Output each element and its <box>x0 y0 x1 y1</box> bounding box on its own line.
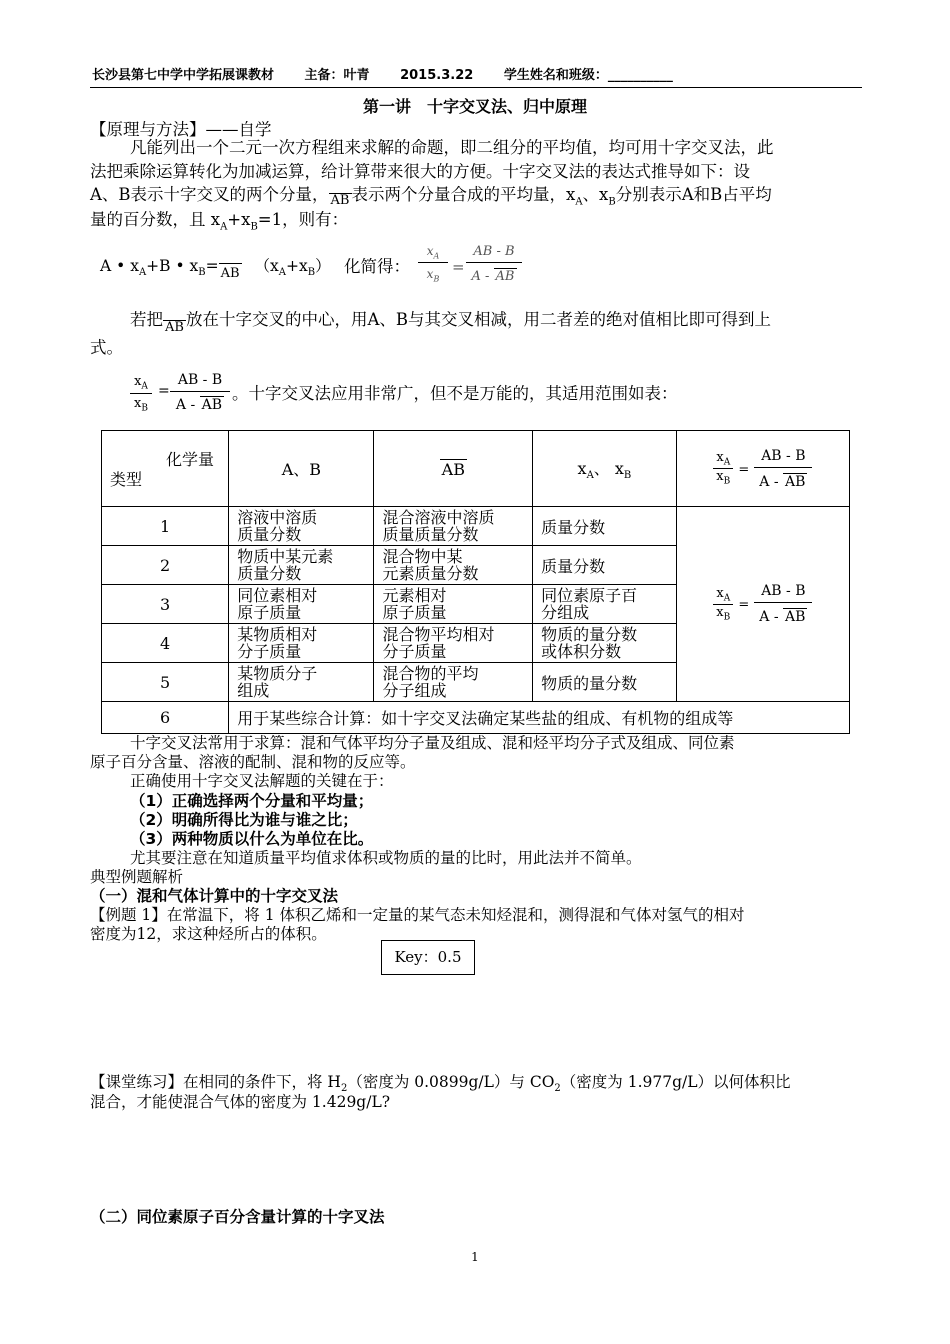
header-editor: 主备：叶青 <box>304 68 370 83</box>
key-point-2: （2）明确所得比为谁与谁之比； <box>130 811 358 829</box>
section-1-title: （一）混和气体计算中的十字交叉法 <box>90 887 339 905</box>
table-row: 4 某物质相对 分子质量 混合物平均相对 分子质量 物质的量分数 或体积分数 <box>102 624 850 663</box>
table-header-type: 化学量 类型 <box>102 431 229 507</box>
page-title: 第一讲 十字交叉法、归中原理 <box>362 97 587 116</box>
frac2-eq: = <box>158 383 170 399</box>
center-line-2: 式。 <box>90 338 123 357</box>
table-row: 5 某物质分子 组成 混合物的平均 分子组成 物质的量分数 <box>102 663 850 702</box>
section-method: 【原理与方法】——自学 <box>90 120 272 139</box>
note: 尤其要注意在知道质量平均值求体积或物质的量的比时，用此法并不简单。 <box>130 849 642 867</box>
table-formula-cell: $\frac{x_A}{x_B}$ = $\frac{AB - B}{A - AB}$ <box>676 507 849 702</box>
page-number: 1 <box>471 1250 479 1264</box>
practice-line-2: 混合，才能使混合气体的密度为 1.429g/L? <box>90 1093 391 1111</box>
example-1-line-1: 【例题 1】在常温下，将 1 体积乙烯和一定量的某气态未知烃混和，测得混和气体对氢气的相对 <box>90 906 745 924</box>
table-row: 3 同位素相对 原子质量 元素相对 原子质量 同位素原子百 分组成 <box>102 585 850 624</box>
table-row: 2 物质中某元素 质量分数 混合物中某 元素质量分数 质量分数 <box>102 546 850 585</box>
answer-key-box: Key：0.5 <box>381 940 475 975</box>
table-header-ab: A、B <box>229 431 374 507</box>
intro-line-4: 量的百分数，且 $x_A+x_B=1$，则有： <box>90 210 349 233</box>
frac1-eq: = <box>452 258 465 276</box>
practice-line-1: 【课堂练习】在相同的条件下，将 $H_2$（密度为 0.0899g/L）与 $CO_2$（密度为 1.977g/L）以何体积比 <box>90 1073 791 1095</box>
intro-line-2: 法把乘除运算转化为加减运算，给计算带来很大的方便。十字交叉法的表达式推导如下：设 <box>90 162 750 181</box>
scope-text: 。十字交叉法应用非常广，但不是万能的，其适用范围如表： <box>232 384 678 403</box>
after-line-2: 原子百分含量、溶液的配制、混和物的反应等。 <box>90 753 416 771</box>
frac2-left: $x_A$ $x_B$ <box>130 374 152 413</box>
key-point-3: （3）两种物质以什么为单位在比。 <box>130 830 374 848</box>
table-row: 1 溶液中溶质 质量分数 混合溶液中溶质 质量质量分数 质量分数 $\frac{x_A}{x_B}$ = $\frac{AB - B}{A - AB}$ <box>102 507 850 546</box>
frac1-left: $x_A$ $x_B$ <box>418 244 448 294</box>
example-1-line-2: 密度为12，求这种烃所占的体积。 <box>90 925 327 943</box>
header-divider <box>90 87 862 88</box>
examples-title: 典型例题解析 <box>90 868 184 886</box>
header-date: 2015.3.22 <box>400 68 474 83</box>
table-row: 6 用于某些综合计算：如十字交叉法确定某些盐的组成、有机物的组成等 <box>102 702 850 734</box>
equation-1: A • $x_A+B$ • $x_B=$ AB $(x_A+x_B)$ <box>100 257 331 281</box>
header-student: 学生姓名和班级：__________ <box>503 68 673 83</box>
frac2-right: AB - B A - AB <box>170 372 230 413</box>
header-school: 长沙县第七中学中学拓展课教材 <box>92 68 275 83</box>
table-header-formula: $\frac{x_A}{x_B}$ = $\frac{AB - B}{A - AB}$ <box>676 431 849 507</box>
table-header-avg: AB <box>374 431 533 507</box>
section-2-title: （二）同位素原子百分含量计算的十字叉法 <box>90 1208 385 1226</box>
frac1-right: AB - B A - AB <box>466 244 522 284</box>
key-intro: 正确使用十字交叉法解题的关键在于： <box>130 772 394 790</box>
page-header <box>92 64 862 83</box>
scope-table <box>101 430 850 734</box>
table-header-x: $x_A$、 $x_B$ <box>533 431 676 507</box>
center-line-1: 若把 AB 放在十字交叉的中心，用A、B与其交叉相减，用二者差的绝对值相比即可得到上 <box>130 310 771 335</box>
intro-line-3: A、B表示十字交叉的两个分量， AB 表示两个分量合成的平均量，$x_A$、$x_B$分别表示A和B占平均 <box>90 185 772 208</box>
key-point-1: （1）正确选择两个分量和平均量； <box>130 792 374 810</box>
after-line-1: 十字交叉法常用于求算：混和气体平均分子量及组成、混和烃平均分子式及组成、同位素 <box>130 734 735 752</box>
intro-line-1: 凡能列出一个二元一次方程组来求解的命题，即二组分的平均值，均可用十字交叉法，此 <box>130 138 774 157</box>
simplify-label: 化简得： <box>344 257 410 276</box>
